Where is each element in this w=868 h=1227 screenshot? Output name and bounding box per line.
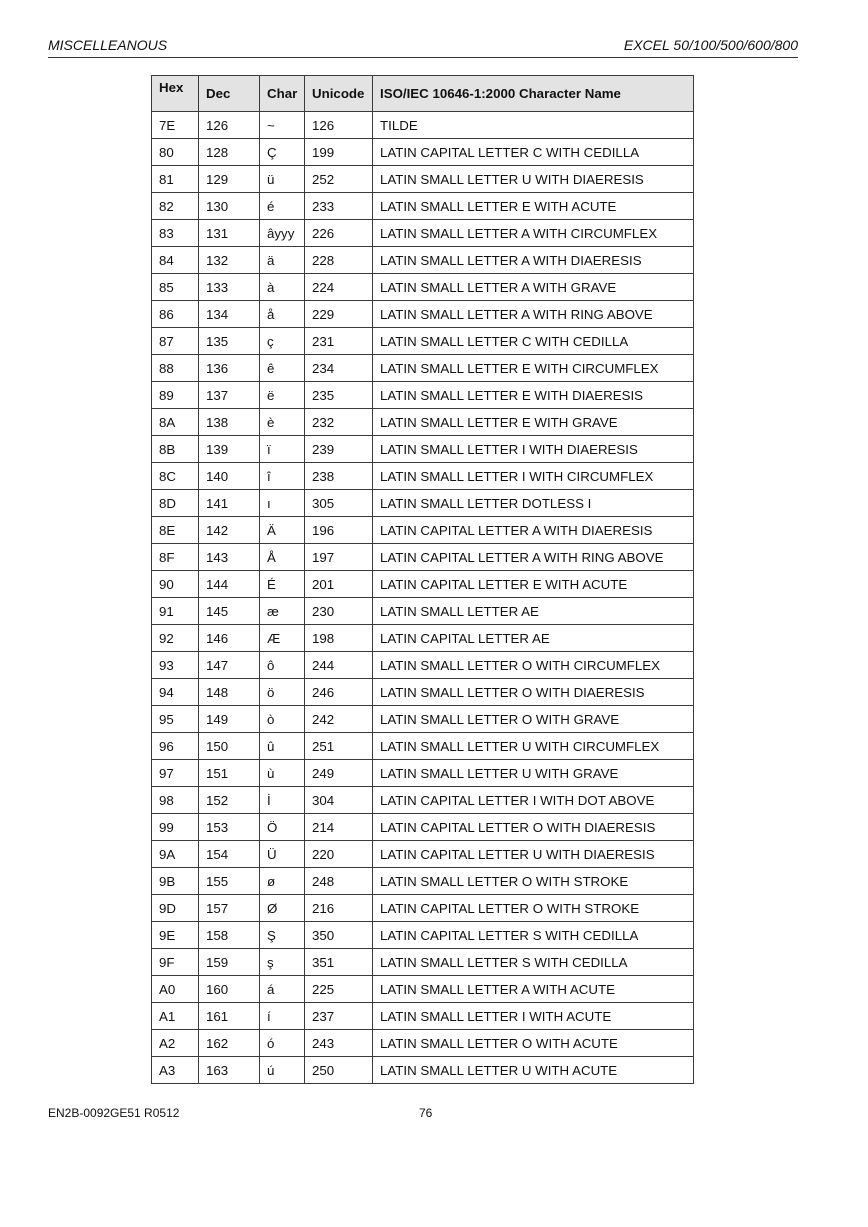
char-cell: Ü <box>260 841 305 868</box>
unicode-cell: 126 <box>305 112 373 139</box>
char-cell: É <box>260 571 305 598</box>
unicode-cell: 198 <box>305 625 373 652</box>
character-name-cell: LATIN SMALL LETTER A WITH CIRCUMFLEX <box>373 220 694 247</box>
dec-cell: 142 <box>199 517 260 544</box>
dec-cell: 140 <box>199 463 260 490</box>
char-cell: Ş <box>260 922 305 949</box>
dec-cell: 157 <box>199 895 260 922</box>
char-cell: İ <box>260 787 305 814</box>
dec-cell: 150 <box>199 733 260 760</box>
table-header-row <box>152 76 694 112</box>
dec-cell: 158 <box>199 922 260 949</box>
character-name-cell: LATIN SMALL LETTER I WITH DIAERESIS <box>373 436 694 463</box>
char-cell: å <box>260 301 305 328</box>
char-cell: í <box>260 1003 305 1030</box>
hex-cell: 8E <box>152 517 199 544</box>
dec-cell: 155 <box>199 868 260 895</box>
char-cell: ø <box>260 868 305 895</box>
table-row <box>152 247 694 274</box>
table-row <box>152 652 694 679</box>
table-row <box>152 571 694 598</box>
character-name-cell: LATIN CAPITAL LETTER I WITH DOT ABOVE <box>373 787 694 814</box>
unicode-cell: 226 <box>305 220 373 247</box>
char-cell: ş <box>260 949 305 976</box>
table-row <box>152 787 694 814</box>
unicode-cell: 304 <box>305 787 373 814</box>
character-name-cell: LATIN SMALL LETTER E WITH CIRCUMFLEX <box>373 355 694 382</box>
dec-cell: 129 <box>199 166 260 193</box>
dec-cell: 138 <box>199 409 260 436</box>
table-row <box>152 760 694 787</box>
unicode-cell: 214 <box>305 814 373 841</box>
unicode-cell: 246 <box>305 679 373 706</box>
character-name-cell: LATIN SMALL LETTER O WITH ACUTE <box>373 1030 694 1057</box>
dec-cell: 141 <box>199 490 260 517</box>
char-cell: ò <box>260 706 305 733</box>
dec-cell: 159 <box>199 949 260 976</box>
dec-cell: 153 <box>199 814 260 841</box>
unicode-cell: 239 <box>305 436 373 463</box>
char-cell: Ø <box>260 895 305 922</box>
character-table <box>151 75 694 1084</box>
unicode-cell: 305 <box>305 490 373 517</box>
document-number: EN2B-0092GE51 R0512 <box>48 1106 180 1120</box>
dec-cell: 146 <box>199 625 260 652</box>
dec-cell: 149 <box>199 706 260 733</box>
section-title: MISCELLEANOUS <box>48 37 168 53</box>
unicode-cell: 252 <box>305 166 373 193</box>
dec-cell: 135 <box>199 328 260 355</box>
char-cell: î <box>260 463 305 490</box>
char-cell: ù <box>260 760 305 787</box>
column-header-hex: Hex <box>152 76 199 112</box>
dec-cell: 163 <box>199 1057 260 1084</box>
character-name-cell: LATIN CAPITAL LETTER C WITH CEDILLA <box>373 139 694 166</box>
character-name-cell: LATIN SMALL LETTER AE <box>373 598 694 625</box>
char-cell: ë <box>260 382 305 409</box>
hex-cell: A2 <box>152 1030 199 1057</box>
table-row <box>152 409 694 436</box>
table-row <box>152 463 694 490</box>
unicode-cell: 351 <box>305 949 373 976</box>
page-number: 76 <box>419 1106 433 1120</box>
hex-cell: 8B <box>152 436 199 463</box>
table-row <box>152 1057 694 1084</box>
character-name-cell: LATIN SMALL LETTER E WITH GRAVE <box>373 409 694 436</box>
dec-cell: 139 <box>199 436 260 463</box>
unicode-cell: 231 <box>305 328 373 355</box>
char-cell: ä <box>260 247 305 274</box>
dec-cell: 128 <box>199 139 260 166</box>
table-row <box>152 949 694 976</box>
char-cell: Æ <box>260 625 305 652</box>
char-cell: æ <box>260 598 305 625</box>
character-name-cell: LATIN CAPITAL LETTER A WITH RING ABOVE <box>373 544 694 571</box>
table-row <box>152 139 694 166</box>
table-row <box>152 382 694 409</box>
table-row <box>152 112 694 139</box>
dec-cell: 161 <box>199 1003 260 1030</box>
unicode-cell: 244 <box>305 652 373 679</box>
hex-cell: 86 <box>152 301 199 328</box>
hex-cell: 9F <box>152 949 199 976</box>
dec-cell: 130 <box>199 193 260 220</box>
char-cell: ö <box>260 679 305 706</box>
hex-cell: 88 <box>152 355 199 382</box>
dec-cell: 144 <box>199 571 260 598</box>
table-row <box>152 1030 694 1057</box>
unicode-cell: 201 <box>305 571 373 598</box>
dec-cell: 162 <box>199 1030 260 1057</box>
hex-cell: 84 <box>152 247 199 274</box>
char-cell: ı <box>260 490 305 517</box>
hex-cell: A3 <box>152 1057 199 1084</box>
unicode-cell: 229 <box>305 301 373 328</box>
hex-cell: 8F <box>152 544 199 571</box>
column-header-char: Char <box>260 76 305 112</box>
char-cell: ~ <box>260 112 305 139</box>
table-row <box>152 814 694 841</box>
column-header-dec: Dec <box>199 76 260 112</box>
unicode-cell: 230 <box>305 598 373 625</box>
char-cell: è <box>260 409 305 436</box>
character-name-cell: LATIN SMALL LETTER E WITH DIAERESIS <box>373 382 694 409</box>
character-name-cell: LATIN SMALL LETTER A WITH ACUTE <box>373 976 694 1003</box>
dec-cell: 148 <box>199 679 260 706</box>
unicode-cell: 350 <box>305 922 373 949</box>
character-name-cell: LATIN SMALL LETTER C WITH CEDILLA <box>373 328 694 355</box>
character-name-cell: LATIN CAPITAL LETTER O WITH DIAERESIS <box>373 814 694 841</box>
table-row <box>152 976 694 1003</box>
hex-cell: 90 <box>152 571 199 598</box>
dec-cell: 133 <box>199 274 260 301</box>
hex-cell: A1 <box>152 1003 199 1030</box>
table-row <box>152 355 694 382</box>
char-cell: ç <box>260 328 305 355</box>
hex-cell: 93 <box>152 652 199 679</box>
unicode-cell: 220 <box>305 841 373 868</box>
char-cell: ê <box>260 355 305 382</box>
character-name-cell: LATIN SMALL LETTER A WITH DIAERESIS <box>373 247 694 274</box>
table-row <box>152 679 694 706</box>
table-body <box>152 112 694 1084</box>
character-name-cell: LATIN SMALL LETTER U WITH CIRCUMFLEX <box>373 733 694 760</box>
char-cell: à <box>260 274 305 301</box>
unicode-cell: 249 <box>305 760 373 787</box>
unicode-cell: 234 <box>305 355 373 382</box>
character-name-cell: LATIN SMALL LETTER U WITH ACUTE <box>373 1057 694 1084</box>
character-name-cell: LATIN CAPITAL LETTER S WITH CEDILLA <box>373 922 694 949</box>
dec-cell: 143 <box>199 544 260 571</box>
char-cell: Ö <box>260 814 305 841</box>
hex-cell: 9D <box>152 895 199 922</box>
unicode-cell: 251 <box>305 733 373 760</box>
hex-cell: 81 <box>152 166 199 193</box>
character-name-cell: LATIN SMALL LETTER S WITH CEDILLA <box>373 949 694 976</box>
unicode-cell: 243 <box>305 1030 373 1057</box>
hex-cell: 8D <box>152 490 199 517</box>
table-row <box>152 841 694 868</box>
table-row <box>152 544 694 571</box>
product-title: EXCEL 50/100/500/600/800 <box>623 37 798 53</box>
unicode-cell: 216 <box>305 895 373 922</box>
character-name-cell: LATIN CAPITAL LETTER A WITH DIAERESIS <box>373 517 694 544</box>
table-row <box>152 301 694 328</box>
table-row <box>152 220 694 247</box>
character-name-cell: LATIN SMALL LETTER DOTLESS I <box>373 490 694 517</box>
dec-cell: 136 <box>199 355 260 382</box>
hex-cell: 82 <box>152 193 199 220</box>
table-row <box>152 733 694 760</box>
unicode-cell: 224 <box>305 274 373 301</box>
dec-cell: 126 <box>199 112 260 139</box>
unicode-cell: 199 <box>305 139 373 166</box>
character-name-cell: LATIN SMALL LETTER O WITH STROKE <box>373 868 694 895</box>
char-cell: ô <box>260 652 305 679</box>
table-row <box>152 166 694 193</box>
dec-cell: 152 <box>199 787 260 814</box>
dec-cell: 132 <box>199 247 260 274</box>
hex-cell: 92 <box>152 625 199 652</box>
char-cell: ú <box>260 1057 305 1084</box>
hex-cell: 89 <box>152 382 199 409</box>
unicode-cell: 248 <box>305 868 373 895</box>
unicode-cell: 238 <box>305 463 373 490</box>
dec-cell: 131 <box>199 220 260 247</box>
character-name-cell: LATIN SMALL LETTER I WITH CIRCUMFLEX <box>373 463 694 490</box>
dec-cell: 145 <box>199 598 260 625</box>
char-cell: ï <box>260 436 305 463</box>
character-name-cell: LATIN CAPITAL LETTER AE <box>373 625 694 652</box>
dec-cell: 154 <box>199 841 260 868</box>
char-cell: ó <box>260 1030 305 1057</box>
hex-cell: 95 <box>152 706 199 733</box>
character-name-cell: LATIN SMALL LETTER U WITH DIAERESIS <box>373 166 694 193</box>
hex-cell: 85 <box>152 274 199 301</box>
char-cell: ü <box>260 166 305 193</box>
dec-cell: 134 <box>199 301 260 328</box>
table-row <box>152 922 694 949</box>
dec-cell: 151 <box>199 760 260 787</box>
hex-cell: 9A <box>152 841 199 868</box>
char-cell: û <box>260 733 305 760</box>
character-name-cell: LATIN SMALL LETTER A WITH GRAVE <box>373 274 694 301</box>
hex-cell: 96 <box>152 733 199 760</box>
hex-cell: 98 <box>152 787 199 814</box>
unicode-cell: 235 <box>305 382 373 409</box>
character-name-cell: LATIN SMALL LETTER U WITH GRAVE <box>373 760 694 787</box>
unicode-cell: 242 <box>305 706 373 733</box>
unicode-cell: 232 <box>305 409 373 436</box>
table-row <box>152 328 694 355</box>
char-cell: Ä <box>260 517 305 544</box>
unicode-cell: 233 <box>305 193 373 220</box>
dec-cell: 137 <box>199 382 260 409</box>
table-row <box>152 436 694 463</box>
character-name-cell: LATIN SMALL LETTER E WITH ACUTE <box>373 193 694 220</box>
table-row <box>152 706 694 733</box>
table-row <box>152 895 694 922</box>
page-header <box>48 36 798 58</box>
dec-cell: 147 <box>199 652 260 679</box>
char-cell: Ç <box>260 139 305 166</box>
hex-cell: 8A <box>152 409 199 436</box>
char-cell: Å <box>260 544 305 571</box>
character-name-cell: LATIN SMALL LETTER I WITH ACUTE <box>373 1003 694 1030</box>
hex-cell: 8C <box>152 463 199 490</box>
character-name-cell: LATIN SMALL LETTER A WITH RING ABOVE <box>373 301 694 328</box>
char-cell: âyyy <box>260 220 305 247</box>
table-row <box>152 598 694 625</box>
unicode-cell: 250 <box>305 1057 373 1084</box>
hex-cell: 91 <box>152 598 199 625</box>
column-header-unicode: Unicode <box>305 76 373 112</box>
unicode-cell: 196 <box>305 517 373 544</box>
hex-cell: 94 <box>152 679 199 706</box>
hex-cell: 99 <box>152 814 199 841</box>
hex-cell: A0 <box>152 976 199 1003</box>
character-name-cell: LATIN SMALL LETTER O WITH CIRCUMFLEX <box>373 652 694 679</box>
character-name-cell: LATIN SMALL LETTER O WITH DIAERESIS <box>373 679 694 706</box>
table-row <box>152 490 694 517</box>
unicode-cell: 197 <box>305 544 373 571</box>
hex-cell: 9E <box>152 922 199 949</box>
table-row <box>152 1003 694 1030</box>
column-header-character-name: ISO/IEC 10646-1:2000 Character Name <box>373 76 694 112</box>
hex-cell: 9B <box>152 868 199 895</box>
table-row <box>152 517 694 544</box>
unicode-cell: 237 <box>305 1003 373 1030</box>
character-name-cell: LATIN SMALL LETTER O WITH GRAVE <box>373 706 694 733</box>
character-name-cell: LATIN CAPITAL LETTER U WITH DIAERESIS <box>373 841 694 868</box>
hex-cell: 87 <box>152 328 199 355</box>
unicode-cell: 228 <box>305 247 373 274</box>
table-row <box>152 274 694 301</box>
table-row <box>152 868 694 895</box>
table-row <box>152 193 694 220</box>
hex-cell: 7E <box>152 112 199 139</box>
char-cell: á <box>260 976 305 1003</box>
hex-cell: 80 <box>152 139 199 166</box>
char-cell: é <box>260 193 305 220</box>
hex-cell: 97 <box>152 760 199 787</box>
unicode-cell: 225 <box>305 976 373 1003</box>
character-name-cell: LATIN CAPITAL LETTER O WITH STROKE <box>373 895 694 922</box>
hex-cell: 83 <box>152 220 199 247</box>
table-row <box>152 625 694 652</box>
character-name-cell: TILDE <box>373 112 694 139</box>
character-name-cell: LATIN CAPITAL LETTER E WITH ACUTE <box>373 571 694 598</box>
dec-cell: 160 <box>199 976 260 1003</box>
